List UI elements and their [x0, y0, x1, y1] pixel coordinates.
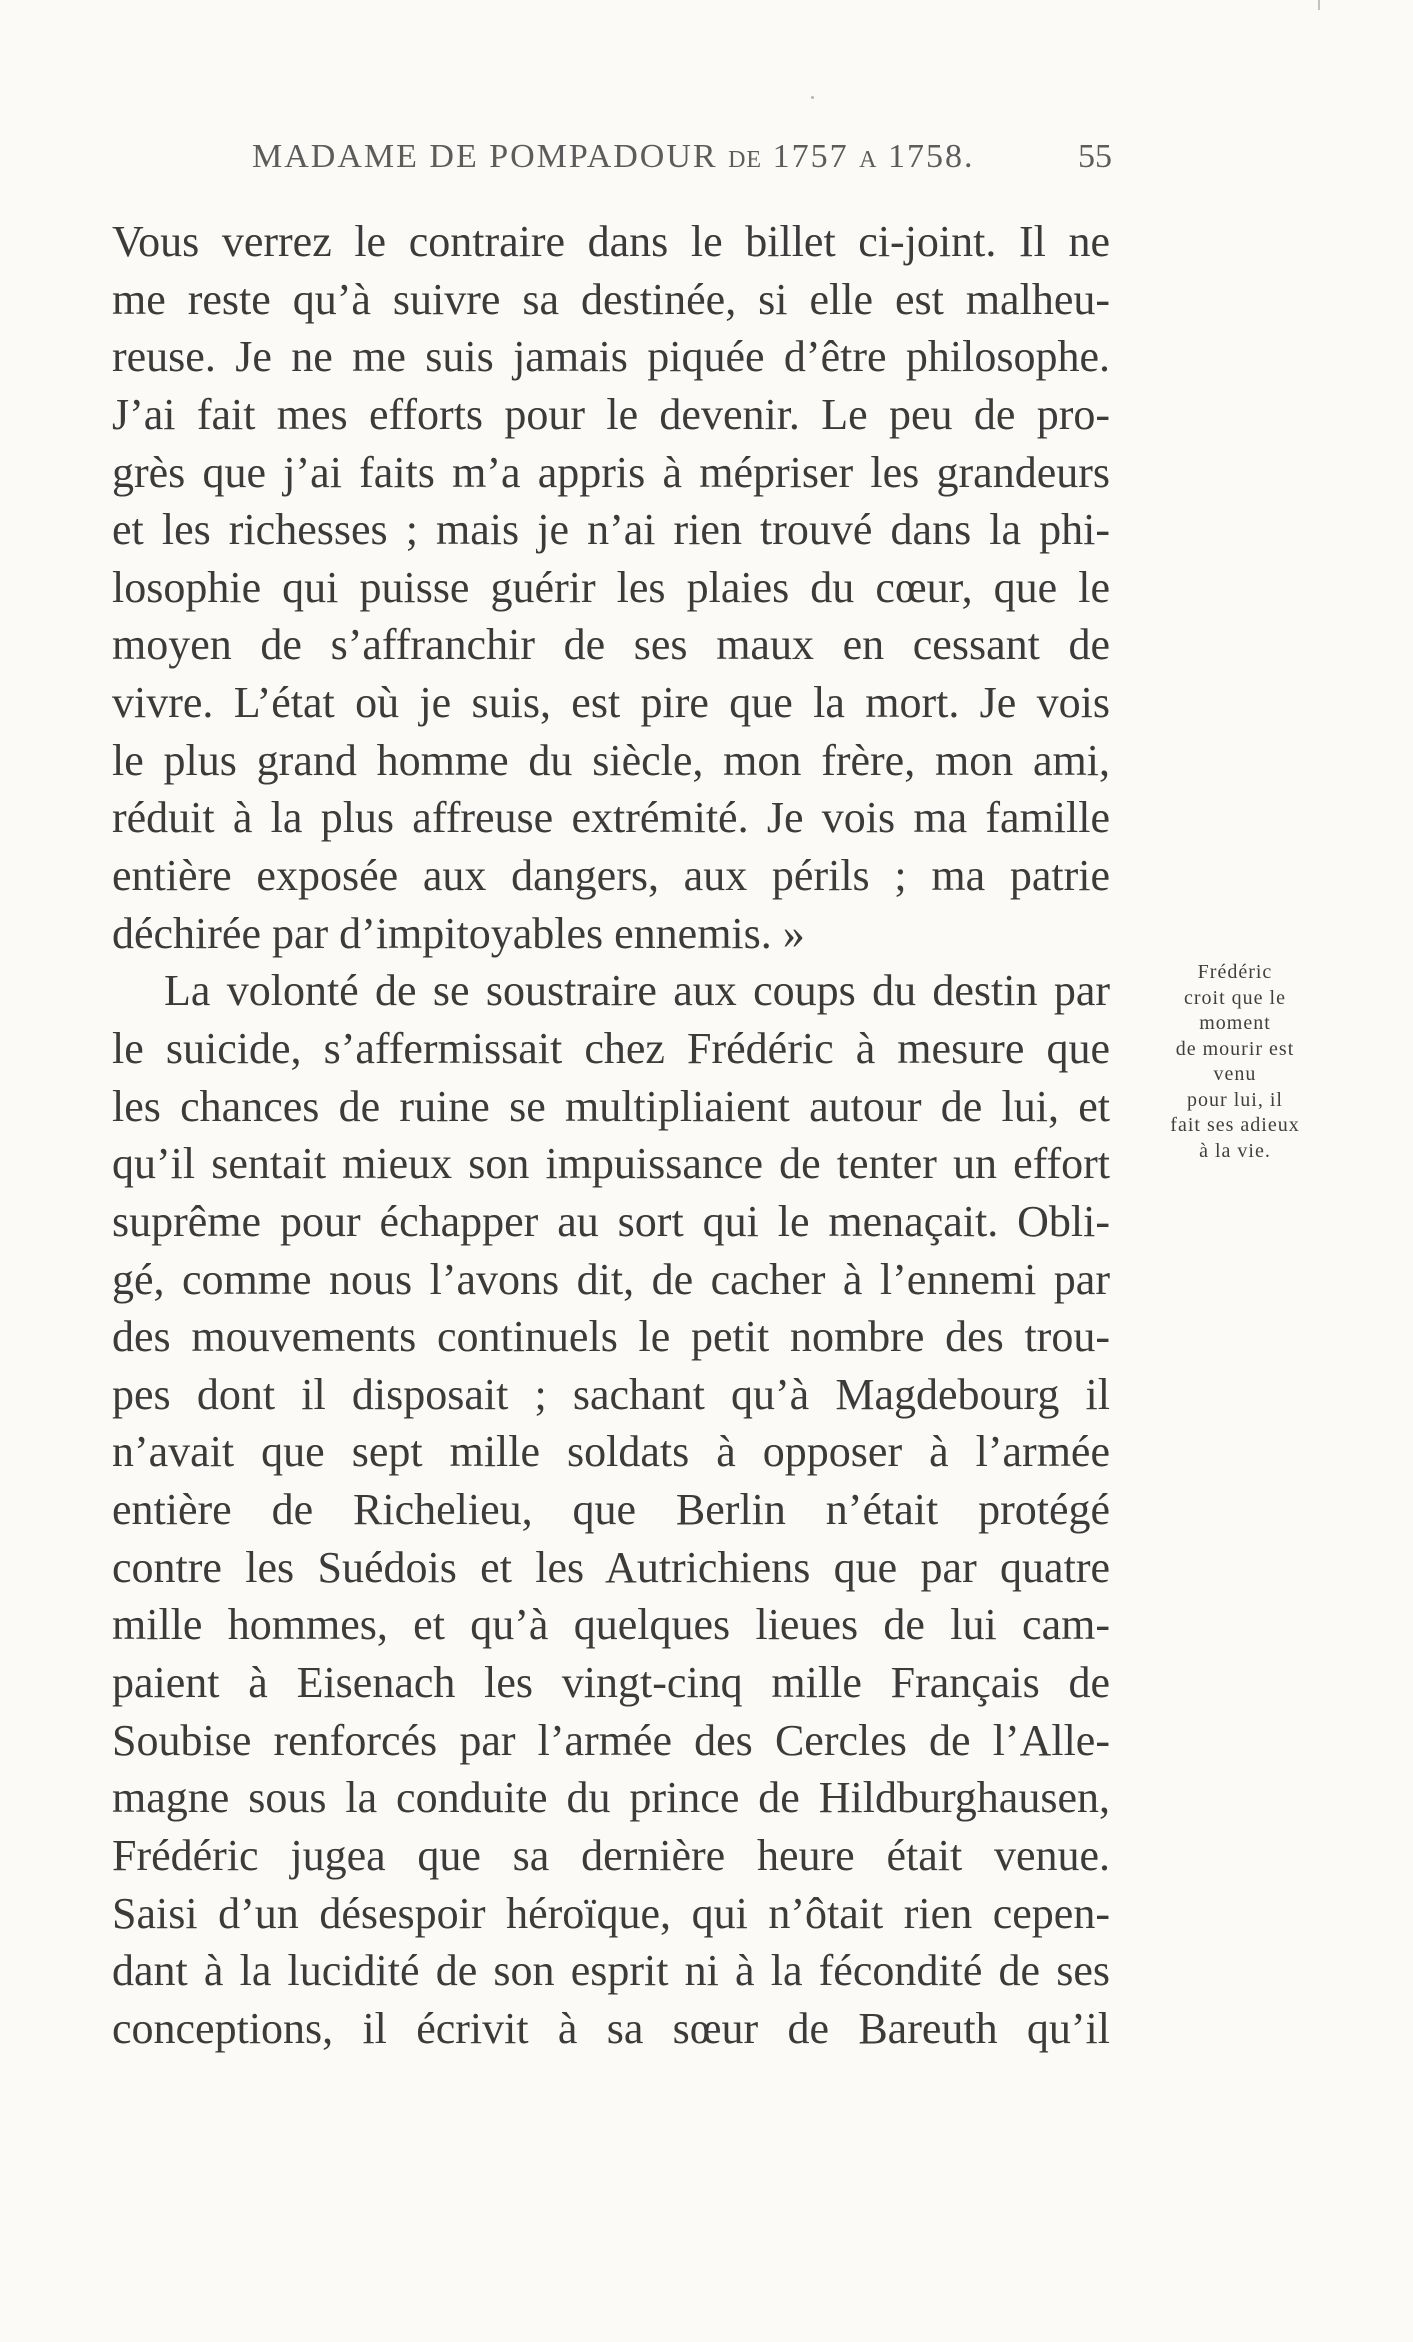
running-head-year-to: 1758. [887, 138, 975, 175]
text-line: entière exposée aux dangers, aux périls ; ma patrie [112, 851, 1110, 901]
margin-note-line: de mourir est [1175, 1037, 1295, 1060]
text-line: n’avait que sept mille soldats à opposer à l’armée [112, 1427, 1110, 1477]
text-line: pes dont il disposait ; sachant qu’à Magdebourg il [112, 1369, 1110, 1419]
page-number: 55 [1078, 138, 1112, 175]
text-line: conceptions, il écrivit à sa sœur de Bareuth qu’il [112, 2003, 1110, 2053]
running-head-a: A [859, 147, 878, 173]
text-line: Vous verrez le contraire dans le billet ci-joint. Il ne [112, 217, 1110, 266]
margin-note [1140, 960, 1330, 1164]
text-line: losophie qui puisse guérir les plaies du cœur, que le [112, 562, 1110, 612]
paper-speck [811, 96, 814, 99]
text-line: dant à la lucidité de son esprit ni à la fécondité de ses [112, 1946, 1110, 1996]
text-line: des mouvements continuels le petit nombre des trou- [112, 1312, 1110, 1362]
text-line: le suicide, s’affermissait chez Frédéric à mesure que [112, 1023, 1110, 1073]
margin-note-line: fait ses adieux [1170, 1114, 1300, 1136]
text-line: paient à Eisenach les vingt-cinq mille Français de [112, 1658, 1110, 1708]
text-line: déchirée par d’impitoyables ennemis. » [112, 908, 805, 958]
text-line: réduit à la plus affreuse extrémité. Je vois ma famille [112, 793, 1110, 843]
text-line: Saisi d’un désespoir héroïque, qui n’ôtait rien cepen- [112, 1888, 1110, 1938]
text-line: reuse. Je ne me suis jamais piquée d’être philosophe. [112, 332, 1110, 382]
text-line: suprême pour échapper au sort qui le menaçait. Obli- [112, 1196, 1110, 1246]
text-line: qu’il sentait mieux son impuissance de tenter un effort [112, 1139, 1110, 1189]
text-line: Frédéric jugea que sa dernière heure était venue. [112, 1830, 1110, 1880]
text-line: moyen de s’affranchir de ses maux en cessant de [112, 620, 1110, 670]
text-line: contre les Suédois et les Autrichiens que par quatre [112, 1542, 1110, 1592]
page-header [112, 138, 1112, 198]
running-head-de: DE [728, 147, 763, 173]
body-text [112, 213, 1110, 2058]
text-line: et les richesses ; mais je n’ai rien trouvé dans la phi- [112, 505, 1110, 555]
text-line: les chances de ruine se multipliaient autour de lui, et [112, 1081, 1110, 1131]
text-line: grès que j’ai faits m’a appris à mépriser les grandeurs [112, 447, 1110, 497]
margin-note-line: venu [1213, 1063, 1257, 1085]
margin-note-line: Frédéric [1197, 961, 1273, 983]
text-line: gé, comme nous l’avons dit, de cacher à l’ennemi par [112, 1254, 1110, 1304]
margin-note-line: croit que le [1184, 986, 1286, 1009]
text-line: Soubise renforcés par l’armée des Cercles de l’Alle- [112, 1715, 1110, 1765]
text-line-paragraph-start: La volonté de se soustraire aux coups du destin par [164, 966, 1110, 1016]
text-line: mille hommes, et qu’à quelques lieues de lui cam- [112, 1600, 1110, 1650]
text-line: J’ai fait mes efforts pour le devenir. Le peu de pro- [112, 389, 1110, 439]
margin-note-line: moment [1199, 1012, 1271, 1034]
text-line: me reste qu’à suivre sa destinée, si elle est malheu- [112, 274, 1110, 324]
paper-edge-mark [1318, 0, 1320, 10]
text-line: entière de Richelieu, que Berlin n’était protégé [112, 1485, 1110, 1535]
margin-note-line: à la vie. [1199, 1139, 1271, 1162]
running-head [252, 138, 974, 176]
running-head-year-from: 1757 [772, 138, 849, 175]
margin-note-line: pour lui, il [1187, 1088, 1283, 1111]
running-head-title: MADAME DE POMPADOUR [252, 138, 718, 175]
text-line: le plus grand homme du siècle, mon frère, mon ami, [112, 735, 1110, 785]
text-line: vivre. L’état où je suis, est pire que la mort. Je vois [112, 678, 1110, 728]
text-line: magne sous la conduite du prince de Hildburghausen, [112, 1773, 1110, 1823]
